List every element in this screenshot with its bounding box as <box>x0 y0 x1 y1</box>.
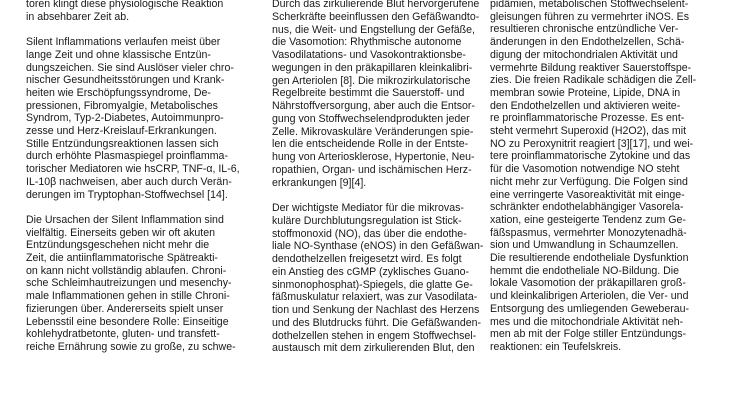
text-line: Stille Entzündungsreaktionen lassen sich <box>26 137 219 150</box>
text-line: austausch mit dem zirkulierenden Blut, den <box>272 342 475 355</box>
text-line: hemmt die endotheliale NO-Bildung. Die <box>490 264 680 277</box>
text-line: zesse und Herz-Kreislauf-Erkrankungen. <box>26 125 217 137</box>
text-line: pressionen, Fibromyalgie, Metabolisches <box>26 99 218 112</box>
text-line: Entsorgung des umliegenden Geweberau- <box>490 302 690 315</box>
text-line: erkrankungen [9][4]. <box>272 176 367 189</box>
text-line: Entzündungsgeschehen nicht mehr die <box>26 239 210 252</box>
text-line: fäßspasmus, vermehrter Monozytenadhä- <box>490 226 687 239</box>
text-line: vielfältig. Einerseits geben wir oft akuten <box>26 226 216 239</box>
text-line: gleisungen führen zu vermehrter iNOS. Es <box>490 10 690 23</box>
text-line: durch erhöhte Plasmaspiegel proinflamma- <box>26 150 228 163</box>
text-line: stoffmonoxid (NO), das über die endothe- <box>272 227 467 240</box>
text-line: Scherkräfte beeinflussen den Gefäßwandto- <box>272 10 480 23</box>
text-line: toren klingt diese physiologische Reaktion <box>26 0 224 10</box>
text-line: und kleinkalibrigen Arteriolen, die Ver- und <box>490 290 689 303</box>
text-line: dendothelzellen freigesetzt wird. Es folgt <box>272 253 462 265</box>
text-line: gung von Stoffwechselendprodukten jeder <box>272 112 470 125</box>
text-line: liale NO-Synthase (eNOS) in den Gefäßwan- <box>272 240 484 253</box>
text-line: IL-10β nachweisen, aber auch durch Verän- <box>26 175 232 188</box>
text-line: Der wichtigste Mediator für die mikrovas- <box>272 202 464 214</box>
text-line: membran sowie Proteine, Lipide, DNA in <box>490 86 681 99</box>
text-line: re proinflammatorische Prozesse. Es ent- <box>490 112 685 125</box>
text-line: tere proinflammatorische Zytokine und das <box>490 150 691 163</box>
text-line: pidämien, metabolischen Stoffwechselent- <box>490 0 689 10</box>
text-line: fizierungen über. Andererseits spielt unser <box>26 302 224 315</box>
text-line: heiten wie Erschöpfungssyndrome, De- <box>26 86 211 99</box>
text-line: den Endothelzellen und aktivieren weite- <box>490 99 681 112</box>
text-line: torischer Mediatoren wie hsCRP, TNF-α, IL-6, <box>26 163 240 176</box>
text-line: zies. Die freien Radikale schädigen die Zell- <box>490 74 697 87</box>
text-line: vermehrte Bildung reaktiver Sauerstoffspe- <box>490 61 692 74</box>
text-line: nus, die Weit- und Engstellung der Gefäße, <box>272 23 475 36</box>
text-line: nicht mehr zur Verfügung. Die Folgen sind <box>490 175 688 188</box>
text-line: reiche Ernährung sowie zu große, zu schwe- <box>26 340 236 353</box>
text-line: Die Ursachen der Silent Inflammation sind <box>26 213 224 226</box>
text-line: NO zu Peroxynitrit reagiert [3][17], und wei- <box>490 137 694 150</box>
text-line: fäßmuskulatur relaxiert, was zur Vasodilata- <box>272 291 478 304</box>
text-line: Silent Inflammations verlaufen meist über <box>26 36 221 49</box>
text-line: male Inflammationen gehen in stille Chroni- <box>26 290 230 303</box>
text-line: steht vermehrt Superoxid (H2O2), das mit <box>490 125 687 137</box>
text-line: len die entscheidende Rolle in der Entste- <box>272 138 469 151</box>
text-line: nischer Gesundheitsstörungen und Krank- <box>26 74 225 87</box>
text-line: resultieren chronische entzündliche Ver- <box>490 23 679 36</box>
text-line: tion und Senkung der Nachlast des Herzens <box>272 304 480 316</box>
text-line: sche Schleimhautreizungen und mesenchy- <box>26 277 232 290</box>
text-line: digung der mitochondrialen Aktivität und <box>490 48 678 61</box>
text-line: dungszeichen. Sie sind Auslöser vieler chro- <box>26 61 234 74</box>
text-line: änderungen in den Endothelzellen, Schä- <box>490 36 685 49</box>
text-line: mes und die mitochondriale Aktivität neh- <box>490 315 684 328</box>
text-line: Durch das zirkulierende Blut hervorgerufene <box>272 0 480 10</box>
text-line: Lebensstil eine besondere Rolle: Einseitige <box>26 315 229 328</box>
text-line: und des Blutdrucks führt. Die Gefäßwanden- <box>272 316 482 329</box>
text-line: Zeit, die antiinflammatorische Spätreakti- <box>26 252 218 264</box>
text-line: sion und Umwandlung in Schaumzellen. <box>490 239 679 252</box>
text-line: xation, eine gesteigerte Tendenz zum Ge- <box>490 213 686 226</box>
text-line: on kann nicht vollständig ablaufen. Chroni- <box>26 264 227 277</box>
text-line: Nährstoffversorgung, aber auch die Entsor- <box>272 100 475 112</box>
text-line: derungen im Tryptophan-Stoffwechsel [14]. <box>26 188 228 201</box>
text-line: reaktionen: ein Teufelskreis. <box>490 340 622 353</box>
text-line: Vasodilatations- und Vasokontraktionsbe- <box>272 49 466 61</box>
text-line: für die Vasomotion notwendige NO steht <box>490 163 680 176</box>
text-line: Regelbreite bestimmt die Sauerstoff- und <box>272 87 465 100</box>
text-line: hung von Arteriosklerose, Hypertonie, Neu- <box>272 151 475 163</box>
text-line: ropathien, Organ- und ischämischen Herz- <box>272 163 472 176</box>
text-line: lange Zeit und ohne klassische Entzün- <box>26 48 211 61</box>
text-line: kohlehydratbetonte, gluten- und transfett- <box>26 328 220 341</box>
text-line: Die resultierende endotheliale Dysfunktion <box>490 252 689 264</box>
text-line: in absehbarer Zeit ab. <box>26 10 130 23</box>
text-line: lokale Vasomotion der präkapillaren groß- <box>490 277 686 290</box>
text-line: Zelle. Mikrovaskuläre Veränderungen spie- <box>272 125 474 138</box>
text-line: die Vasomotion: Rhythmische autonome <box>272 36 462 49</box>
text-line: sinmonophosphat)-Spiegels, die glatte Ge- <box>272 278 473 291</box>
text-line: gen Arteriolen [8]. Die mikrozirkulatorische <box>272 74 471 87</box>
text-line: Syndrom, Typ-2-Diabetes, Autoimmunpro- <box>26 112 224 125</box>
text-line: schränkter endothelabhängiger Vasorela- <box>490 201 684 214</box>
text-line: dothelzellen stehen in engem Stoffwechsel- <box>272 329 477 342</box>
text-line: kuläre Durchblutungsregulation ist Stick- <box>272 214 462 227</box>
text-line: ein Anstieg des cGMP (zyklisches Guano- <box>272 265 470 278</box>
text-line: wegungen in den präkapillaren kleinkalibri- <box>272 61 473 74</box>
text-line: eine verringerte Vasoreaktivität mit einge- <box>490 188 685 201</box>
text-line: men ab mit der Folge stiller Entzündungs- <box>490 328 687 341</box>
